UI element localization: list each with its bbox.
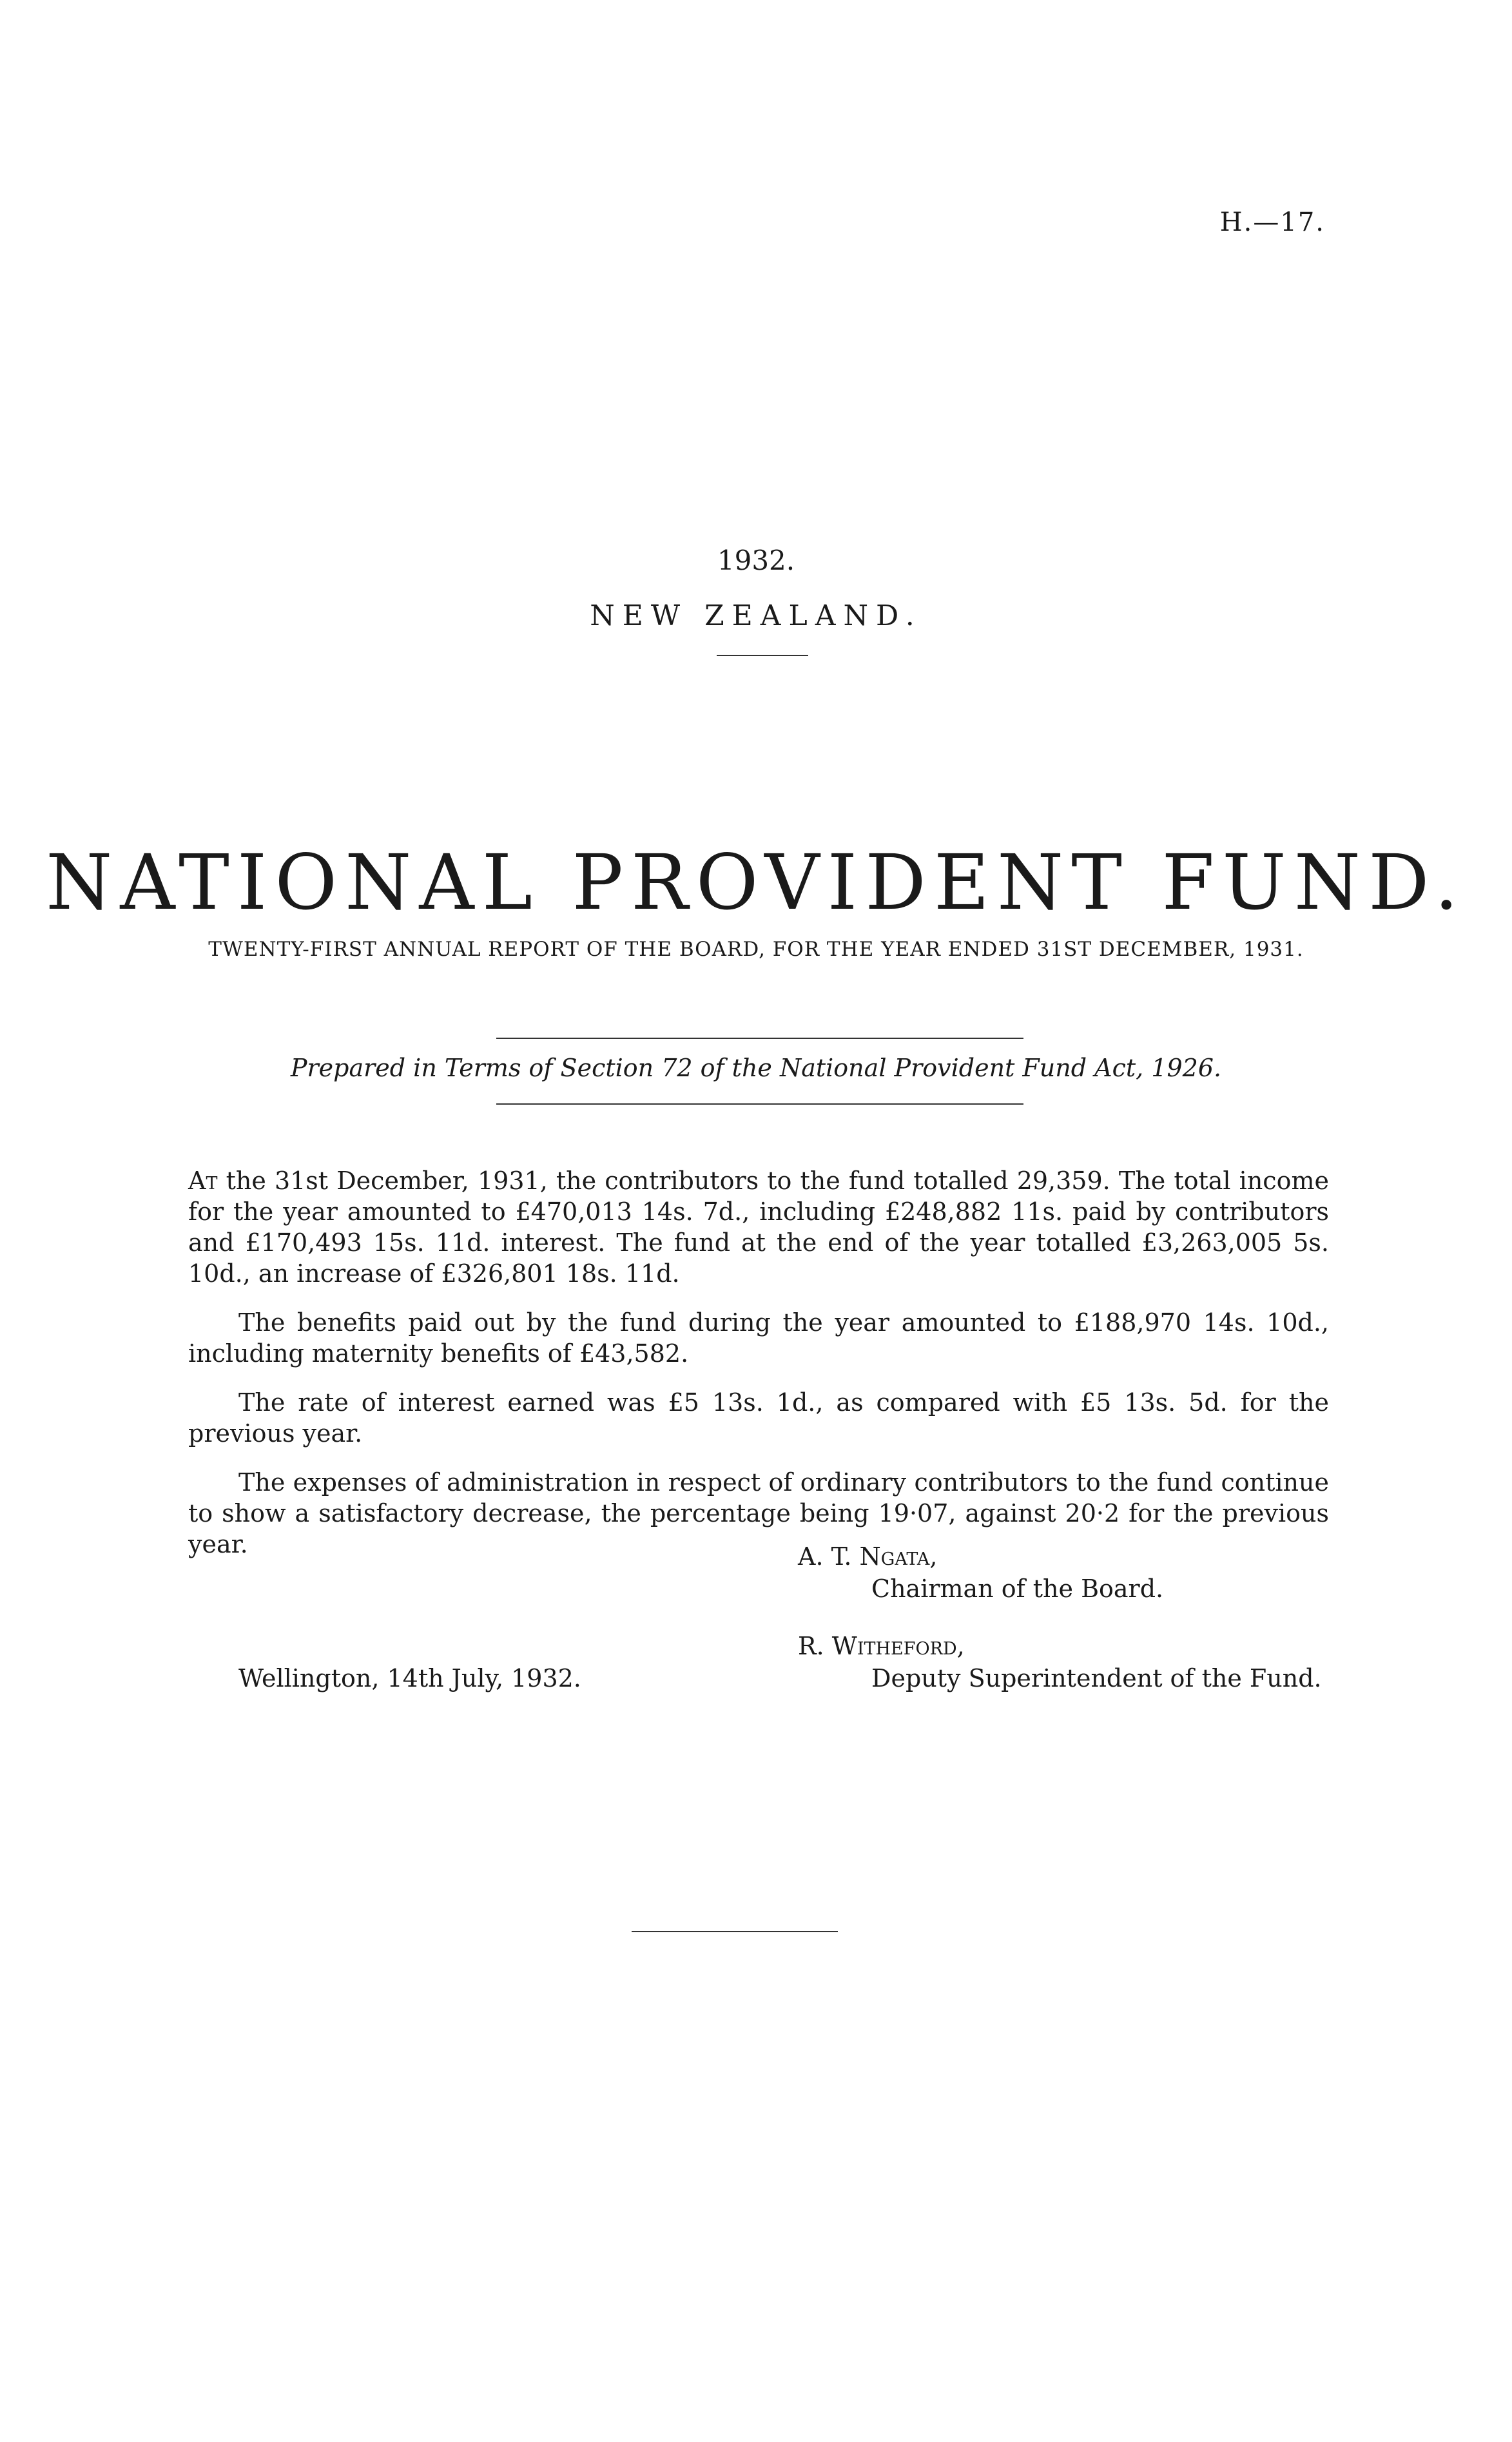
paragraph-contributors: [188, 1165, 1329, 1289]
country-heading: NEW ZEALAND.: [590, 599, 922, 632]
report-body: [188, 1165, 1329, 1578]
paragraph-expenses: The expenses of administration in respect of ordinary contributors to the fund continue to show a satisfactory decrease, the percentage being 19·07, against 20·2 for the previous year.: [188, 1468, 1329, 1558]
paragraph-benefits: The benefits paid out by the fund during the year amounted to £188,970 14s. 10d., including maternity benefits of £43,582.: [188, 1308, 1329, 1368]
chairman-title: Chairman of the Board.: [871, 1575, 1164, 1603]
report-subtitle: TWENTY-FIRST ANNUAL REPORT OF THE BOARD, FOR THE YEAR ENDED 31ST DECEMBER, 1931.: [208, 938, 1304, 961]
divider-rule: [496, 1038, 1023, 1039]
paragraph-interest: The rate of interest earned was £5 13s. 1d., as compared with £5 13s. 5d. for the previous year.: [188, 1388, 1329, 1448]
publication-year: 1932.: [717, 545, 795, 576]
document-reference: H.—17.: [1219, 208, 1325, 237]
divider-rule: [717, 655, 808, 656]
report-title: NATIONAL PROVIDENT FUND.: [46, 838, 1466, 927]
divider-rule: [496, 1103, 1023, 1105]
paragraph-lead-word: At: [188, 1167, 218, 1195]
superintendent-name: R. Witheford,: [798, 1632, 965, 1660]
superintendent-title: Deputy Superintendent of the Fund.: [871, 1664, 1322, 1692]
prepared-statement: Prepared in Terms of Section 72 of the National Provident Fund Act, 1926.: [290, 1054, 1222, 1082]
place-and-date: Wellington, 14th July, 1932.: [238, 1664, 581, 1692]
paragraph-text: the 31st December, 1931, the contributors to the fund totalled 29,359. The total income for the year amounted to £470,013 14s. 7d., including £248,882 11s. paid by contributors and £170,493 15s. 11d. interest. The fund at the end of the year totalled £3,263,005 5s. 10d., an increase of £326,801 18s. 11d.: [188, 1167, 1329, 1288]
chairman-name: A. T. Ngata,: [798, 1542, 938, 1571]
end-rule: [632, 1931, 838, 1932]
